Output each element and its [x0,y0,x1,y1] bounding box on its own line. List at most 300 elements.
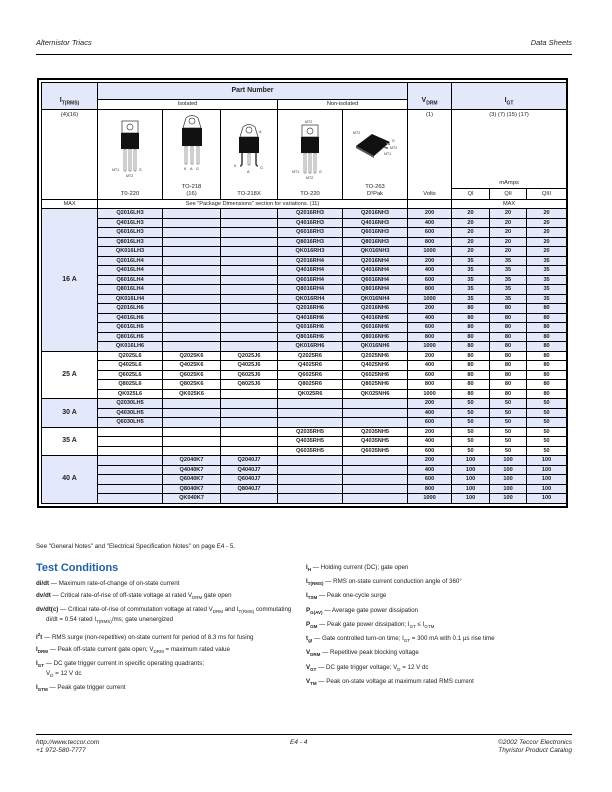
cell-vdrm: 600 [408,446,452,456]
cell-to263: Q4025NH6 [343,361,408,371]
cell-to218x: Q8040J7 [221,484,278,494]
cell-igt-qii: 100 [490,494,527,504]
cell-to218: Q8025K6 [163,380,221,390]
cell-igt-qiii: 80 [527,389,567,399]
cell-igt-qi: 80 [452,361,490,371]
cell-to218 [163,437,221,447]
cell-to218x [221,342,278,352]
cell-to220-isolated: Q4016LH3 [98,218,163,228]
package-to263 [343,109,408,199]
cell-to220-isolated: Q2025L6 [98,351,163,361]
cell-igt-qi: 35 [452,275,490,285]
cell-igt-qi: 50 [452,418,490,428]
table-row [42,418,567,428]
cell-igt-qi: 35 [452,256,490,266]
cell-to220-nonisolated: Q2016RH6 [278,304,343,314]
cell-to220-isolated: QK025L6 [98,389,163,399]
footer-phone: +1 972-580-7777 [36,747,86,754]
cell-igt-qiii: 80 [527,304,567,314]
cell-igt-qiii: 50 [527,437,567,447]
cell-to218x [221,323,278,333]
cell-vdrm: 400 [408,465,452,475]
svg-text:MT2: MT2 [306,175,314,180]
quadrant-qiii: QIII [527,189,567,199]
table-row [42,275,567,285]
cell-igt-qii: 35 [490,256,527,266]
cell-to220-nonisolated: Q8025R6 [278,380,343,390]
cell-to220-nonisolated: Q8016RH3 [278,237,343,247]
table-row [42,456,567,466]
cell-to218x: Q2040J7 [221,456,278,466]
svg-text:K: K [183,166,187,171]
page-footer [36,734,572,754]
cell-to218x [221,209,278,219]
cell-to263: Q4035NH5 [343,437,408,447]
cell-to263 [343,494,408,504]
cell-igt-qii: 50 [490,446,527,456]
test-conditions-left [36,580,296,699]
cell-to218x [221,256,278,266]
def-it-rms: $I_{T(RMS)}$ — RMS on-state current conduction angle of 360° [306,578,462,587]
cell-igt-qii: 35 [490,294,527,304]
cell-igt-qi: 80 [452,351,490,361]
cell-vdrm: 200 [408,304,452,314]
cell-to218x [221,228,278,238]
cell-igt-qii: 80 [490,342,527,352]
cell-to218 [163,218,221,228]
cell-igt-qii: 80 [490,361,527,371]
table-row [42,332,567,342]
cell-to218x [221,266,278,276]
cell-igt-qi: 80 [452,370,490,380]
cell-to218x [221,313,278,323]
cell-igt-qiii: 80 [527,370,567,380]
cell-to263: Q6016NH3 [343,228,408,238]
cell-vdrm: 1000 [408,342,452,352]
table-row [42,389,567,399]
cell-to218 [163,399,221,409]
cell-to218x [221,285,278,295]
cell-igt-qii: 80 [490,332,527,342]
vdrm-header [408,83,452,110]
svg-text:MT1: MT1 [112,167,120,172]
cell-igt-qi: 50 [452,399,490,409]
part-table-body [42,209,567,504]
package-name: TO-263 [365,183,385,190]
cell-igt-qii: 50 [490,418,527,428]
cell-vdrm: 400 [408,313,452,323]
svg-text:MT2: MT2 [126,173,134,178]
table-row [42,475,567,485]
cell-to220-isolated [98,427,163,437]
cell-to220-nonisolated: Q4025R6 [278,361,343,371]
cell-to263 [343,475,408,485]
cell-to218 [163,247,221,257]
cell-to263 [343,456,408,466]
it-notes: (4)(16) [42,109,98,199]
cell-igt-qiii: 100 [527,494,567,504]
igt-subscript: GT [506,100,514,107]
package-to218 [163,109,221,199]
footer-url[interactable]: http://www.teccor.com [36,739,100,746]
cell-igt-qii: 80 [490,313,527,323]
cell-to220-isolated: Q8025L6 [98,380,163,390]
cell-vdrm: 800 [408,380,452,390]
package-note: (16) [186,190,197,197]
cell-to220-isolated: Q6025L6 [98,370,163,380]
cell-to220-isolated: Q6030LH5 [98,418,163,428]
cell-to263: Q6016NH6 [343,323,408,333]
cell-to218: QK025K6 [163,389,221,399]
cell-to220-nonisolated [278,418,343,428]
cell-to218 [163,304,221,314]
cell-igt-qi: 20 [452,228,490,238]
cell-to220-nonisolated [278,484,343,494]
it-rms-header [42,83,98,110]
cell-to263: QK016NH4 [343,294,408,304]
header-section-title: Alternistor Triacs [36,38,92,47]
cell-to263 [343,399,408,409]
igt-max-label: MAX [452,199,567,209]
cell-to263: Q6016NH4 [343,275,408,285]
cell-to218x [221,427,278,437]
cell-igt-qi: 100 [452,456,490,466]
cell-to218x [221,446,278,456]
cell-igt-qiii: 100 [527,465,567,475]
cell-to263: Q4016NH3 [343,218,408,228]
table-row [42,247,567,257]
cell-vdrm: 200 [408,351,452,361]
cell-vdrm: 400 [408,408,452,418]
cell-to220-nonisolated [278,494,343,504]
cell-to220-isolated: Q2016LH6 [98,304,163,314]
table-row [42,256,567,266]
cell-igt-qiii: 50 [527,399,567,409]
cell-igt-qiii: 50 [527,418,567,428]
cell-to220-isolated [98,484,163,494]
cell-to218x [221,408,278,418]
cell-igt-qii: 100 [490,484,527,494]
igt-header [452,83,567,110]
cell-igt-qii: 80 [490,323,527,333]
cell-to218 [163,332,221,342]
def-igt: $I_{GT}$ — DC gate trigger current in specific operating quadrants; $V_D = 12$ V dc [36,660,204,679]
cell-igt-qi: 35 [452,294,490,304]
igt-notes-cell [452,109,567,189]
cell-igt-qii: 50 [490,427,527,437]
cell-igt-qi: 80 [452,304,490,314]
cell-to218x: Q4040J7 [221,465,278,475]
quadrant-qi: QI [452,189,490,199]
cell-to218x [221,437,278,447]
svg-text:G: G [392,138,395,143]
table-row [42,494,567,504]
cell-igt-qiii: 35 [527,266,567,276]
cell-igt-qii: 35 [490,285,527,295]
cell-to218 [163,285,221,295]
cell-to220-nonisolated [278,408,343,418]
table-row [42,304,567,314]
cell-igt-qiii: 50 [527,446,567,456]
table-row [42,370,567,380]
cell-igt-qi: 35 [452,266,490,276]
cell-vdrm: 400 [408,266,452,276]
cell-igt-qiii: 100 [527,475,567,485]
cell-igt-qi: 80 [452,313,490,323]
cell-igt-qi: 50 [452,446,490,456]
def-itsm: $I_{TSM}$ — Peak one-cycle surge [306,592,387,601]
table-row [42,351,567,361]
def-vgt: $V_{GT}$ — DC gate trigger voltage; $V_D = 12$ V dc [306,663,429,672]
cell-igt-qii: 20 [490,209,527,219]
table-row [42,285,567,295]
cell-igt-qiii: 50 [527,427,567,437]
cell-to218x [221,237,278,247]
cell-vdrm: 400 [408,218,452,228]
cell-igt-qi: 100 [452,484,490,494]
cell-igt-qiii: 35 [527,285,567,295]
cell-vdrm: 600 [408,475,452,485]
cell-to220-isolated [98,475,163,485]
cell-to218 [163,256,221,266]
cell-to218x [221,247,278,257]
cell-to218 [163,427,221,437]
cell-igt-qiii: 80 [527,323,567,333]
cell-to218 [163,266,221,276]
cell-igt-qi: 50 [452,427,490,437]
cell-igt-qi: 100 [452,475,490,485]
table-row [42,446,567,456]
def-text: RMS on-state current conduction angle of 360° [333,578,462,586]
svg-text:MT2: MT2 [305,119,313,124]
cell-to220-isolated: Q8016LH6 [98,332,163,342]
cell-igt-qiii: 80 [527,380,567,390]
cell-to218x [221,218,278,228]
cell-to220-nonisolated [278,475,343,485]
def-text: Peak one-cycle surge [326,592,387,600]
cell-to220-nonisolated: Q4035RH5 [278,437,343,447]
cell-igt-qiii: 35 [527,256,567,266]
cell-to220-isolated: Q2030LH5 [98,399,163,409]
cell-igt-qi: 35 [452,285,490,295]
cell-to220-isolated: QK016LH6 [98,342,163,352]
svg-text:MT1: MT1 [292,169,300,174]
cell-igt-qii: 20 [490,247,527,257]
cell-to263: Q6025NH6 [343,370,408,380]
general-notes-reference: See "General Notes" and "Electrical Specification Notes" on page E4 - 5. [36,543,235,550]
cell-to220-nonisolated: Q2035RH5 [278,427,343,437]
def-i2t: $I^2t$ — RMS surge (non-repetitive) on-state current for period of 8.3 ms for fusing [36,631,254,641]
cell-to218 [163,294,221,304]
cell-to263 [343,465,408,475]
cell-to263: QK025NH6 [343,389,408,399]
igt-symbol: I [504,97,507,105]
cell-to218x [221,418,278,428]
cell-to220-isolated [98,456,163,466]
cell-igt-qiii: 20 [527,247,567,257]
cell-to218: Q8040K7 [163,484,221,494]
cell-igt-qii: 100 [490,456,527,466]
igt-unit: mAmps [499,180,519,187]
vdrm-notes-cell [408,109,452,199]
page-header [36,34,572,55]
cell-to218x [221,389,278,399]
cell-to220-isolated: Q4016LH4 [98,266,163,276]
cell-igt-qiii: 20 [527,237,567,247]
def-dv-dt-c: dv/dt(c) — Critical rate-of-rise of commutation voltage at rated $V_{DRM}$ and $I_{T(RMS)}$ commutating di/dt = 0.54 rated $I_{T(RMS)}/ms$; gate unenergized [36,606,292,625]
cell-to218x [221,332,278,342]
to220-package-icon [110,119,150,183]
cell-to263: Q8016NH4 [343,285,408,295]
cell-vdrm: 600 [408,228,452,238]
table-row [42,342,567,352]
package-name: T0-220 [120,190,140,197]
def-text: Peak gate trigger current [57,684,126,692]
cell-igt-qii: 20 [490,218,527,228]
empty-cell [408,199,452,209]
def-text: RMS surge (non-repetitive) on-state current for period of 8.3 ms for fusing [51,633,254,641]
cell-vdrm: 800 [408,237,452,247]
table-row [42,408,567,418]
cell-igt-qiii: 35 [527,294,567,304]
cell-igt-qi: 20 [452,237,490,247]
cell-vdrm: 600 [408,323,452,333]
part-number-table [41,82,567,504]
cell-to220-nonisolated: Q8016RH6 [278,332,343,342]
svg-text:A: A [189,166,193,171]
cell-igt-qii: 50 [490,437,527,447]
cell-igt-qi: 80 [452,380,490,390]
def-vtm: $V_{TM}$ — Peak on-state voltage at maximum rated RMS current [306,677,474,687]
cell-igt-qii: 80 [490,380,527,390]
part-number-table-frame [37,78,568,508]
cell-to220-nonisolated: Q6035RH5 [278,446,343,456]
cell-to263: Q8016NH6 [343,332,408,342]
cell-vdrm: 200 [408,209,452,219]
cell-to263: QK016NH6 [343,342,408,352]
svg-text:A: A [259,129,262,134]
cell-igt-qii: 80 [490,304,527,314]
cell-to218: Q2040K7 [163,456,221,466]
cell-to218: Q6040K7 [163,475,221,485]
cell-igt-qiii: 80 [527,351,567,361]
to263-d2pak-package-icon [350,112,400,176]
cell-igt-qii: 80 [490,389,527,399]
def-ih: $I_H$ — Holding current (DC); gate open [306,564,409,573]
def-vdrm: $V_{DRM}$ — Repetitive peak blocking voltage [306,649,419,658]
cell-igt-qi: 20 [452,247,490,257]
cell-to218 [163,228,221,238]
footer-catalog: Thyristor Product Catalog [498,747,572,754]
svg-text:MT2: MT2 [390,145,398,150]
cell-igt-qii: 20 [490,228,527,238]
quadrant-qii: QII [490,189,527,199]
cell-to220-nonisolated: Q6016RH4 [278,275,343,285]
cell-to263: Q6035NH5 [343,446,408,456]
cell-igt-qii: 80 [490,351,527,361]
cell-igt-qii: 35 [490,266,527,276]
cell-to218x: Q6040J7 [221,475,278,485]
cell-to263: Q8016NH3 [343,237,408,247]
cell-to220-nonisolated: Q4016RH6 [278,313,343,323]
cell-to218: Q2025K6 [163,351,221,361]
it-subscript: T(RMS) [61,100,80,107]
def-pgm: $P_{GM}$ — Peak gate power dissipation; $I_{GT} \le I_{GTM}$ [306,620,435,630]
footer-page-number: E4 - 4 [290,739,308,746]
cell-igt-qiii: 100 [527,456,567,466]
cell-to220-nonisolated: QK025R6 [278,389,343,399]
table-row [42,427,567,437]
cell-to220-isolated: Q6016LH6 [98,323,163,333]
def-pg-av: $P_{G(AV)}$ — Average gate power dissipation [306,606,419,615]
cell-igt-qi: 20 [452,218,490,228]
cell-igt-qii: 20 [490,237,527,247]
cell-to220-isolated: Q2016LH3 [98,209,163,219]
cell-to220-nonisolated: Q4016RH3 [278,218,343,228]
to220-nonisolated-package-icon [290,119,330,183]
vdrm-notes: (1) [426,111,434,118]
cell-vdrm: 800 [408,484,452,494]
part-number-header: Part Number [98,83,408,100]
cell-to220-isolated: Q8016LH3 [98,237,163,247]
cell-igt-qiii: 20 [527,218,567,228]
def-text: Holding current (DC); gate open [320,564,409,571]
svg-text:A: A [247,169,250,174]
cell-to220-isolated: Q4030LH5 [98,408,163,418]
cell-igt-qiii: 50 [527,408,567,418]
current-rating-cell: 30 A [42,399,98,428]
cell-igt-qiii: 80 [527,342,567,352]
package-note: D²Pak [366,190,384,197]
table-row [42,209,567,219]
table-row [42,361,567,371]
svg-text:MT1: MT1 [384,151,392,156]
cell-to220-nonisolated: QK016RH3 [278,247,343,257]
cell-to218x [221,275,278,285]
test-conditions-right [306,564,576,692]
current-rating-cell: 25 A [42,351,98,399]
test-conditions-title: Test Conditions [36,562,119,574]
cell-to218: Q4025K6 [163,361,221,371]
cell-to263: Q2016NH4 [343,256,408,266]
vdrm-subscript: DRM [426,100,438,107]
package-name: TO-220 [300,190,320,197]
cell-to218x [221,294,278,304]
cell-igt-qi: 100 [452,465,490,475]
svg-text:G: G [195,166,199,171]
cell-vdrm: 200 [408,427,452,437]
footer-publisher [498,739,572,755]
cell-to218 [163,209,221,219]
table-row [42,237,567,247]
cell-to220-nonisolated: QK016RH4 [278,294,343,304]
max-label: MAX [42,199,98,209]
cell-to263: QK016NH3 [343,247,408,257]
table-row [42,484,567,494]
cell-to218: QK040K7 [163,494,221,504]
cell-to220-isolated [98,437,163,447]
cell-to218x [221,304,278,314]
current-rating-cell: 35 A [42,427,98,456]
cell-to263: Q2025NH6 [343,351,408,361]
cell-igt-qi: 50 [452,408,490,418]
cell-igt-qi: 80 [452,342,490,352]
cell-to218 [163,342,221,352]
cell-vdrm: 200 [408,399,452,409]
cell-to218 [163,323,221,333]
cell-to218: Q6025K6 [163,370,221,380]
cell-to218x: Q8025J6 [221,380,278,390]
